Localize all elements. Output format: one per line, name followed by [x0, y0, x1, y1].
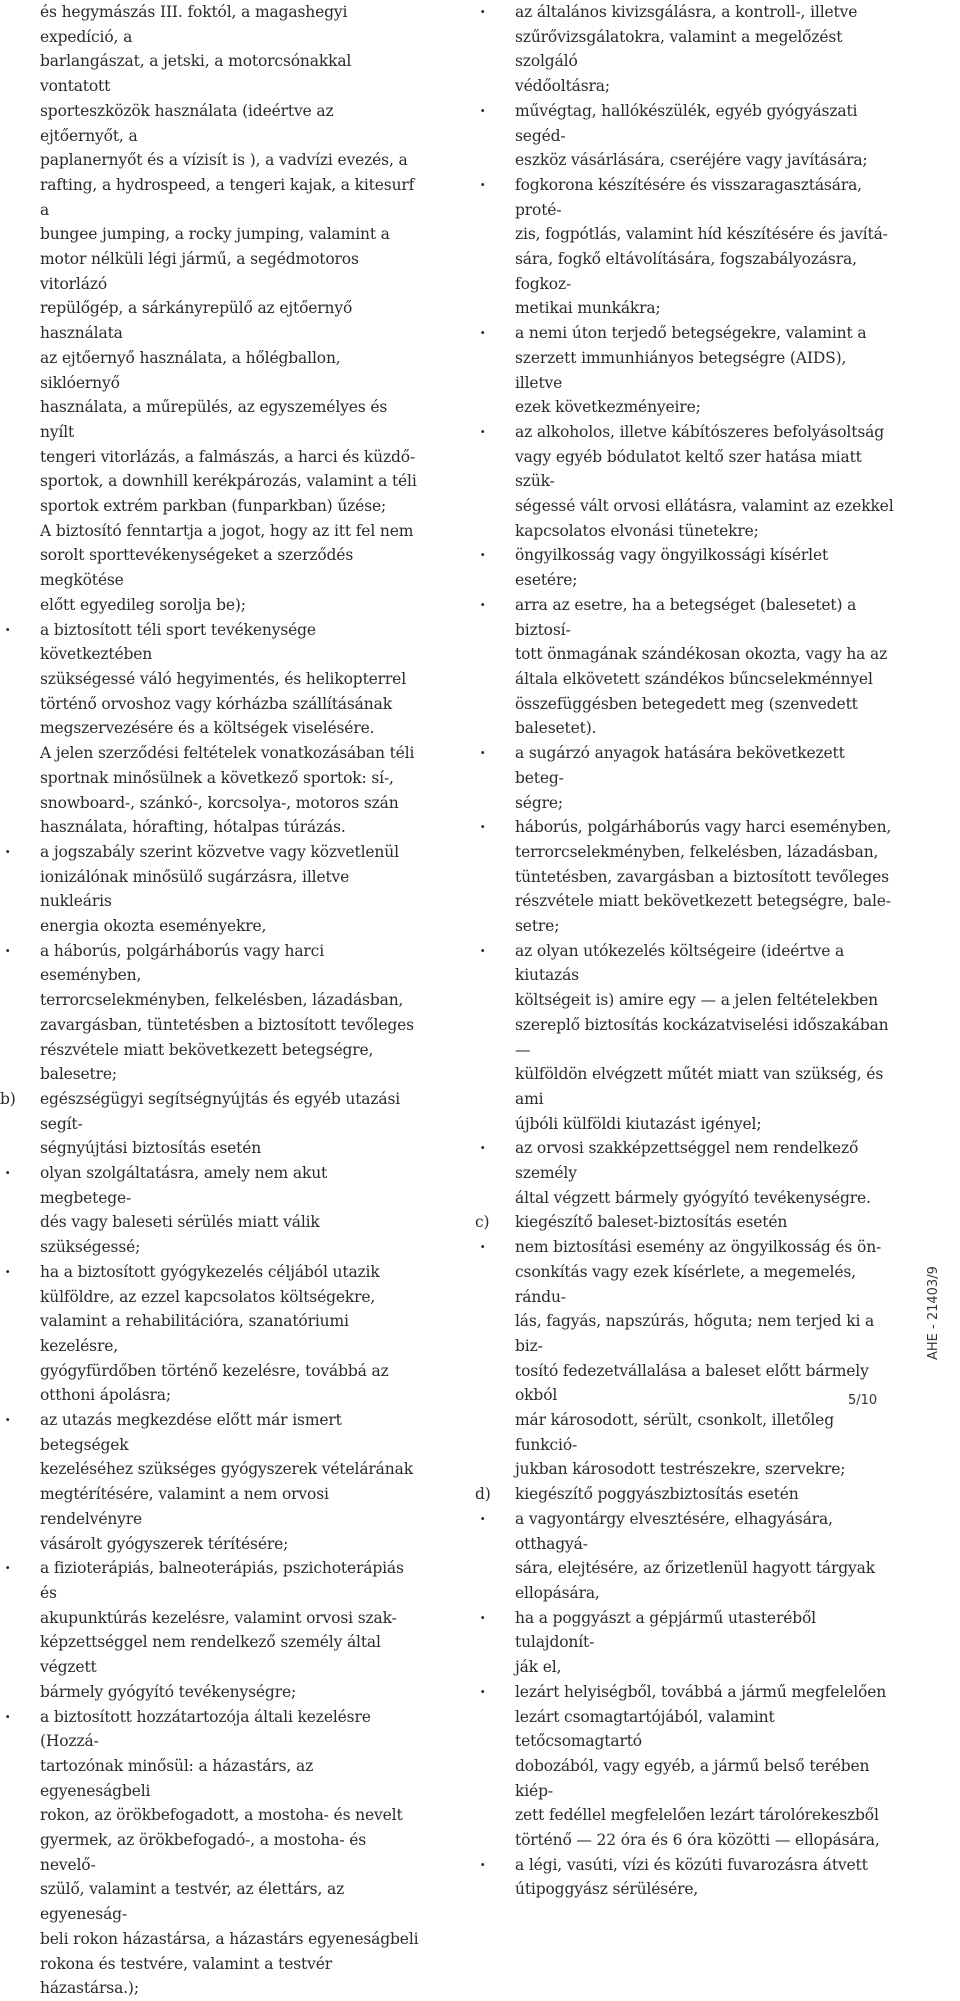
list-item: [475, 939, 895, 1137]
list-item: [475, 321, 895, 420]
list-item-line: rokona és testvére, valamint a testvér házastársa.);: [40, 1954, 333, 1998]
list-item-line: valamint a rehabilitációra, szanatóriumi kezelésre,: [40, 1312, 349, 1355]
list-item-line: újbóli külföldi kiutazást igényel;: [515, 1114, 762, 1133]
list-item: [0, 939, 420, 1087]
paragraph-line: rafting, a hydrospeed, a tengeri kajak, a kitesurf a: [40, 175, 415, 219]
paragraph-line: előtt egyedileg sorolja be);: [40, 595, 246, 614]
list-item-line: megtérítésére, valamint a nem orvosi rendelvényre: [40, 1485, 329, 1528]
list-item-line: ségessé vált orvosi ellátásra, valamint az ezekkel: [515, 497, 894, 516]
list-item-line: · az általános kivizsgálásra, a kontroll-, illetve: [515, 3, 858, 21]
list-item-line: energia okozta eseményekre,: [40, 917, 267, 936]
list-item: [475, 1507, 895, 1606]
list-item-line: · lezárt helyiségből, továbbá a jármű megfelelően: [515, 1682, 887, 1701]
list-item-line: akupunktúrás kezelésre, valamint orvosi szak-: [40, 1608, 397, 1627]
list-item-line: terrorcselekményben, felkelésben, lázadásban,: [515, 842, 879, 861]
list-item-line: rokon, az örökbefogadott, a mostoha- és nevelt: [40, 1806, 403, 1825]
list-item-line: kezeléséhez szükséges gyógyszerek vételárának: [40, 1460, 413, 1479]
list-item-line: tartozónak minősül: a házastárs, az egyeneságbeli: [40, 1756, 314, 1800]
list-item-line: · olyan szolgáltatásra, amely nem akut megbetege-: [40, 1164, 328, 1207]
list-item-line: · az alkoholos, illetve kábítószeres befolyásoltság: [515, 422, 884, 441]
list-item: [0, 618, 420, 742]
section-title: kiegészítő poggyászbiztosítás esetén: [515, 1485, 799, 1504]
list-item: [475, 543, 895, 592]
section-label: c): [475, 1213, 490, 1232]
list-item-line: · az olyan utókezelés költségeire (ideértve a kiutazás: [515, 941, 845, 985]
list-item-line: sára, fogkő eltávolítására, fogszabályozásra, fogkoz-: [515, 250, 857, 293]
list-item-line: szükségessé váló hegyimentés, és helikopterrel: [40, 669, 407, 688]
list-item-line: ezek következményeire;: [515, 398, 701, 417]
list-item: [0, 1260, 420, 1408]
list-item-line: csonkítás vagy ezek kísérlete, a megemelés, rándu-: [515, 1262, 856, 1306]
list-item-line: szülő, valamint a testvér, az élettárs, az egyeneság-: [40, 1880, 345, 1924]
paragraph-line: sportnak minősülnek a következő sportok: sí-,: [40, 768, 394, 787]
list-item-line: szűrővizsgálatokra, valamint a megelőzést szolgáló: [515, 27, 843, 71]
list-item: [0, 1705, 420, 2001]
list-item-line: gyógyfürdőben történő kezelésre, továbbá az: [40, 1361, 389, 1380]
paragraph-line: használata, hórafting, hótalpas túrázás.: [40, 818, 346, 837]
list-item-line: beli rokon házastársa, a házastárs egyeneságbeli: [40, 1929, 419, 1948]
page-number: 5/10: [848, 1393, 878, 1408]
list-item: [475, 0, 895, 99]
list-item-line: jukban károsodott testrészekre, szervekre;: [515, 1460, 846, 1479]
list-item-line: · öngyilkosság vagy öngyilkossági kísérlet esetére;: [515, 546, 829, 590]
list-item-line: · a biztosított téli sport tevékenysége következtében: [40, 620, 316, 664]
list-item-line: lezárt csomagtartójából, valamint tetőcsomagtartó: [515, 1707, 775, 1751]
list-item-line: részvétele miatt bekövetkezett betegségre,: [40, 1040, 374, 1059]
list-item-line: által végzett bármely gyógyító tevékenységre.: [515, 1188, 871, 1207]
list-item-line: · a vagyontárgy elvesztésére, elhagyására, otthagyá-: [515, 1509, 833, 1553]
list-item: [475, 1853, 895, 1902]
list-item: [475, 99, 895, 173]
section-heading: [475, 1210, 895, 1235]
paragraph-line: sportok extrém parkban (funparkban) űzése;: [40, 497, 387, 516]
list-item-line: · háborús, polgárháborús vagy harci eseményben,: [515, 818, 892, 837]
list-item: [475, 1136, 895, 1210]
list-item-line: setre;: [515, 917, 560, 936]
left-column: [0, 0, 420, 2001]
list-item-line: általa elkövetett szándékos bűncselekménnyel: [515, 669, 873, 688]
paragraph-line: használata, a műrepülés, az egyszemélyes és nyílt: [40, 398, 388, 441]
paragraph-line: tengeri vitorlázás, a falmászás, a harci és küzdő-: [40, 447, 416, 466]
list-item-line: eszköz vásárlására, cseréjére vagy javítására;: [515, 151, 868, 170]
list-item-line: külföldre, az ezzel kapcsolatos költségekre,: [40, 1287, 376, 1306]
list-item-line: szereplő biztosítás kockázatviselési időszakában —: [515, 1015, 889, 1059]
list-item-line: sára, elejtésére, az őrizetlenül hagyott tárgyak: [515, 1559, 875, 1578]
list-item-line: útipoggyász sérülésére,: [515, 1880, 699, 1899]
list-item-line: · a háborús, polgárháborús vagy harci eseményben,: [40, 941, 325, 985]
list-item: [475, 420, 895, 544]
list-item-line: zett fedéllel megfelelően lezárt tárolórekeszből: [515, 1806, 879, 1825]
list-item-line: · művégtag, hallókészülék, egyéb gyógyászati segéd-: [515, 101, 858, 145]
list-item-line: védőoltásra;: [515, 77, 610, 96]
list-item-line: ellopására,: [515, 1584, 600, 1602]
list-item: [475, 741, 895, 815]
list-item-line: megszervezésére és a költségek viselésére.: [40, 719, 375, 738]
list-item-line: otthoni ápolásra;: [40, 1386, 171, 1405]
list-item-line: költségeit is) amire egy — a jelen feltételekben: [515, 991, 878, 1010]
list-item: [475, 1680, 895, 1853]
list-item: [475, 1235, 895, 1482]
list-item: [475, 173, 895, 321]
list-item-line: szerzett immunhiányos betegségre (AIDS), illetve: [515, 348, 847, 392]
list-item-line: dés vagy baleseti sérülés miatt válik szükségessé;: [40, 1213, 320, 1257]
list-item-line: összefüggésben betegedett meg (szenvedett: [515, 694, 858, 713]
list-item-line: zavargásban, tüntetésben a biztosított tevőleges: [40, 1015, 414, 1034]
section-heading: [475, 1482, 895, 1507]
list-item-line: · nem biztosítási esemény az öngyilkosság és ön-: [515, 1238, 882, 1257]
list-item: [0, 1556, 420, 1704]
list-item: [475, 815, 895, 939]
list-item-line: részvétele miatt bekövetkezett betegségre, bale-: [515, 892, 891, 911]
list-item-line: · ha a poggyászt a gépjármű utasteréből tulajdonít-: [515, 1608, 816, 1652]
list-item-line: tüntetésben, zavargásban a biztosított tevőleges: [515, 867, 889, 886]
list-item-line: · a sugárzó anyagok hatására bekövetkezett beteg-: [515, 744, 845, 787]
paragraph-line: paplanernyőt és a vízisít is ), a vadvízi evezés, a: [40, 151, 408, 170]
list-item-line: · a biztosított hozzátartozója általi kezelésre (Hozzá-: [40, 1707, 371, 1751]
paragraph-line: snowboard-, szánkó-, korcsolya-, motoros szán: [40, 793, 399, 812]
list-item-line: metikai munkákra;: [515, 299, 661, 318]
paragraph-line: sporteszközök használata (ideértve az ejtőernyőt, a: [40, 101, 334, 145]
list-item-line: terrorcselekményben, felkelésben, lázadásban,: [40, 991, 404, 1010]
list-item-line: kapcsolatos elvonási tünetekre;: [515, 521, 759, 540]
list-item-line: · ha a biztosított gyógykezelés céljából utazik: [40, 1262, 380, 1281]
list-item-line: külföldön elvégzett műtét miatt van szükség, és ami: [515, 1065, 884, 1108]
paragraph-line: és hegymászás III. foktól, a magashegyi expedíció, a: [40, 3, 348, 46]
list-item-line: · az utazás megkezdése előtt már ismert betegségek: [40, 1411, 342, 1454]
list-item-line: tosító fedezetvállalása a baleset előtt bármely okból: [515, 1361, 869, 1405]
list-item-line: · a nemi úton terjedő betegségekre, valamint a: [515, 324, 867, 343]
list-item-line: vásárolt gyógyszerek térítésére;: [40, 1534, 289, 1553]
list-item-line: vagy egyéb bódulatot keltő szer hatása miatt szük-: [515, 447, 862, 491]
right-column: [475, 0, 895, 1902]
document-code: AHE - 21403/9: [926, 1266, 941, 1360]
list-item-line: · fogkorona készítésére és visszaragasztására, proté-: [515, 175, 862, 219]
list-item-line: történő orvoshoz vagy kórházba szállításának: [40, 694, 392, 713]
paragraph-line: A biztosító fenntartja a jogot, hogy az itt fel nem: [40, 521, 414, 540]
section-title-cont: ségnyújtási biztosítás esetén: [40, 1139, 262, 1158]
paragraph-line: sorolt sporttevékenységeket a szerződés megkötése: [40, 546, 354, 590]
list-item-line: képzettséggel nem rendelkező személy által végzett: [40, 1633, 381, 1677]
section-label: b): [0, 1089, 16, 1108]
paragraph-line: motor nélküli légi jármű, a segédmotoros vitorlázó: [40, 250, 359, 293]
list-item: [475, 593, 895, 741]
list-item-line: lás, fagyás, napszúrás, hőguta; nem terjed ki a biz-: [515, 1312, 875, 1355]
list-item-line: dobozából, vagy egyéb, a jármű belső terében kiép-: [515, 1756, 870, 1800]
list-item-line: gyermek, az örökbefogadó-, a mostoha- és nevelő-: [40, 1831, 367, 1874]
section-title: egészségügyi segítségnyújtás és egyéb utazási segít-: [40, 1089, 401, 1133]
list-item-line: · a légi, vasúti, vízi és közúti fuvarozásra átvett: [515, 1855, 868, 1874]
list-item-line: történő — 22 óra és 6 óra közötti — ellopására,: [515, 1831, 880, 1850]
section-title: kiegészítő baleset-biztosítás esetén: [515, 1213, 788, 1232]
section-heading: [0, 1087, 420, 1136]
paragraph-line: az ejtőernyő használata, a hőlégballon, siklóernyő: [40, 348, 341, 392]
list-item-line: · az orvosi szakképzettséggel nem rendelkező személy: [515, 1139, 859, 1183]
list-item-line: ionizálónak minősülő sugárzásra, illetve nukleáris: [40, 867, 350, 911]
list-item: [0, 840, 420, 939]
paragraph-line: sportok, a downhill kerékpározás, valamint a téli: [40, 472, 417, 491]
list-item: [0, 1408, 420, 1556]
list-item: [0, 1161, 420, 1260]
list-item-line: · a fizioterápiás, balneoterápiás, pszichoterápiás és: [40, 1559, 404, 1602]
list-item-line: balesetre;: [40, 1065, 117, 1084]
list-item-line: bármely gyógyító tevékenységre;: [40, 1682, 297, 1701]
section-label: d): [475, 1485, 491, 1504]
list-item-line: zis, fogpótlás, valamint híd készítésére és javítá-: [515, 225, 888, 244]
list-item-line: · arra az esetre, ha a betegséget (balesetet) a biztosí-: [515, 595, 857, 639]
paragraph-line: A jelen szerződési feltételek vonatkozásában téli: [40, 744, 415, 763]
list-item-line: ségre;: [515, 793, 563, 812]
paragraph-line: barlangászat, a jetski, a motorcsónakkal vontatott: [40, 52, 352, 96]
paragraph-line: bungee jumping, a rocky jumping, valamint a: [40, 225, 390, 244]
list-item: [475, 1606, 895, 1680]
paragraph-line: repülőgép, a sárkányrepülő az ejtőernyő használata: [40, 299, 353, 343]
list-item-line: ják el,: [515, 1658, 562, 1677]
list-item-line: balesetet).: [515, 719, 597, 738]
list-item-line: már károsodott, sérült, csonkolt, illetőleg funkció-: [515, 1411, 834, 1454]
list-item-line: tott önmagának szándékosan okozta, vagy ha az: [515, 645, 888, 664]
list-item-line: · a jogszabály szerint közvetve vagy közvetlenül: [40, 842, 399, 861]
